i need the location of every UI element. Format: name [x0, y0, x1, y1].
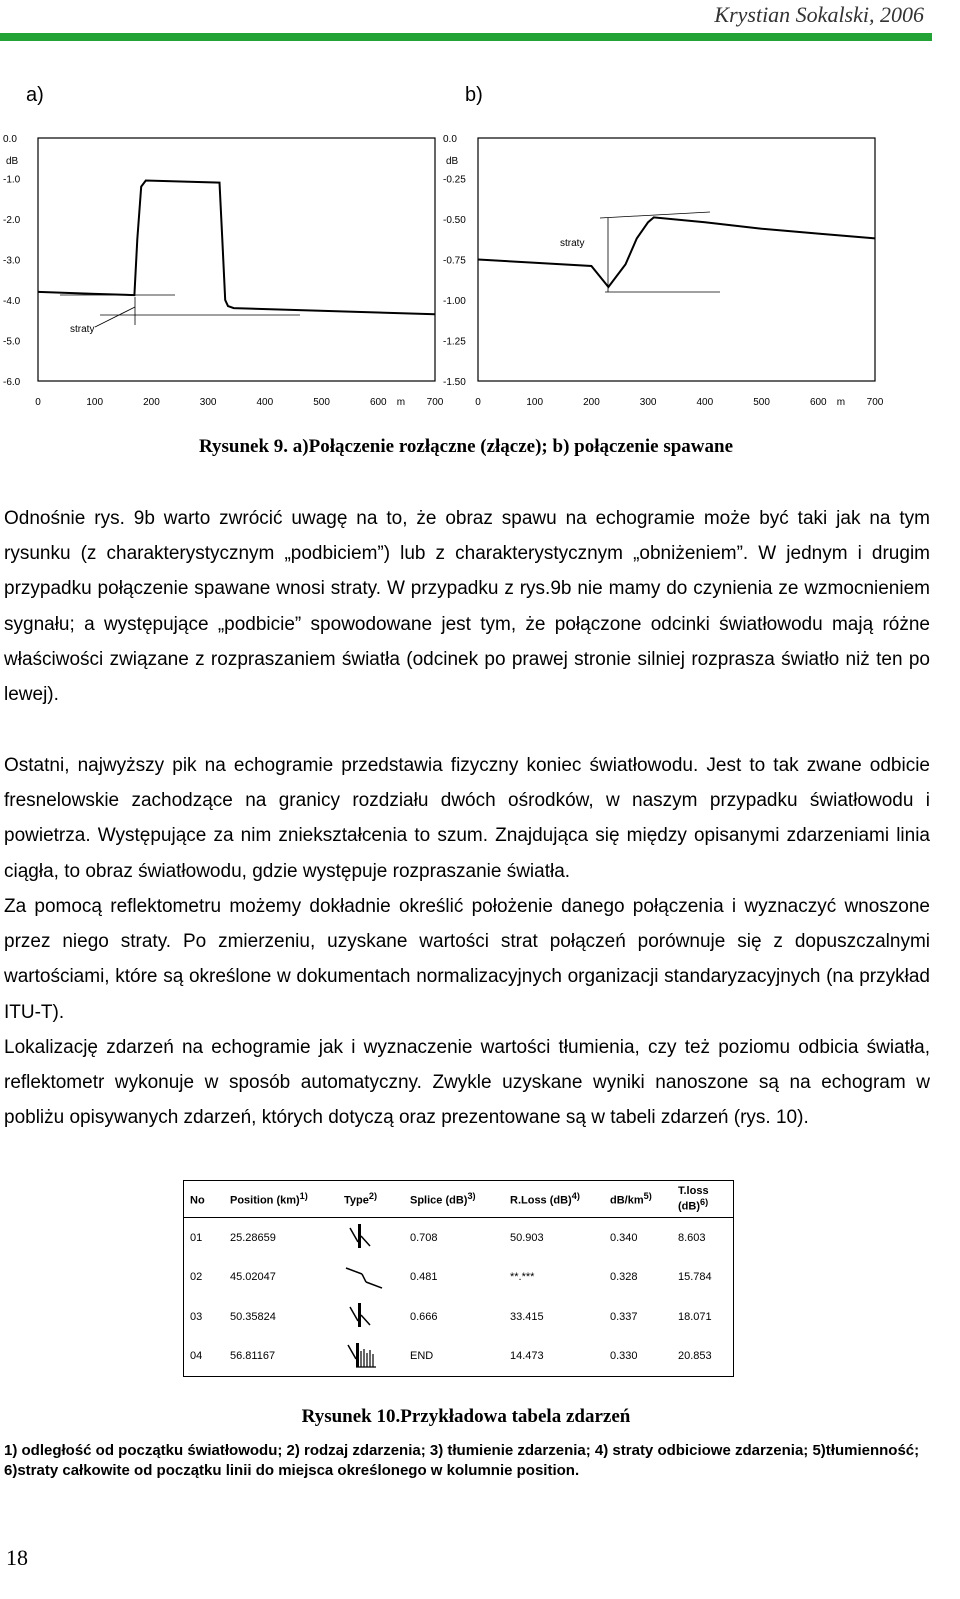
x-axis-label: m [396, 397, 406, 408]
header-dbkm: $dB/km^{5)}$ [610, 1191, 652, 1207]
x-tick-label: 100 [86, 397, 104, 408]
cell-tloss: 18.071 [678, 1310, 712, 1323]
cell-no: 01 [190, 1231, 203, 1244]
chart-b [440, 122, 890, 422]
cell-splice: 0.708 [410, 1231, 438, 1244]
cell-tloss: 15.784 [678, 1271, 712, 1284]
cell-rloss: 33.415 [510, 1310, 544, 1323]
x-tick-label: 500 [753, 397, 770, 408]
x-tick-label: 400 [696, 397, 714, 408]
y-tick-label: -3.0 [3, 255, 21, 267]
page-number: 18 [6, 1545, 28, 1570]
cell-position: 25.28659 [230, 1231, 276, 1244]
header-position: Position (km)$^{1)}$ [230, 1191, 308, 1207]
trace-line [38, 181, 435, 315]
x-tick-label: 100 [526, 397, 544, 408]
paragraph-2: Ostatni, najwyższy pik na echogramie przedstawia fizyczny koniec światłowodu. Jest to tak zwane odbicie fresnelowskie zachodzące na granicy rozdziału dwóch ośrodków, w naszym przypadku światłowodu i powietrza. Występujące za nim zniekształcenia to szum. Znajdująca się między opisanymi zdarzeniami linia ciągła, to obraz światłowodu, gdzie występuje rozpraszanie światła. [4, 755, 930, 882]
y-tick-label: -1.50 [443, 377, 466, 388]
footnote: 1) odległość od początku światłowodu; 2) rodzaj zdarzenia; 3) tłumienie zdarzenia; 4) straty odbiciowe zdarzenia; 5)tłumienność; 6)straty całkowite od początku linii do miejsca określonego w kolumnie position. [4, 1442, 920, 1479]
end-of-fiber-icon [338, 1336, 404, 1376]
x-tick-label: 400 [256, 397, 274, 408]
x-tick-label: 500 [313, 397, 330, 408]
paragraph-1: Odnośnie rys. 9b warto zwrócić uwagę na to, że obraz spawu na echogramie może być taki jak na tym rysunku (z charakterystycznym „podbiciem”) lub z charakterystycznym „obniżeniem”. W jednym i drugim przypadku połączenie spawane wnosi straty. W przypadku z rys.9b nie mamy do czynienia ze wzmocnieniem sygnału; a występujące „podbicie” spowodowane jest tym, że połączone odcinki światłowodu mają różne właściwości związane z rozpraszaniem światła (odcinek po prawej stronie silniej rozprasza światło niż ten po lewej). [4, 508, 930, 706]
x-tick-label: 600 [809, 397, 827, 408]
y-tick-label: -1.0 [3, 174, 21, 186]
header-author: Krystian Sokalski, 2006 [714, 2, 924, 27]
cell-tloss: 8.603 [678, 1231, 706, 1244]
cell-no: 02 [190, 1271, 203, 1284]
cell-dbkm: 0.337 [610, 1310, 638, 1323]
cell-splice: END [410, 1350, 434, 1363]
cell-rloss: 14.473 [510, 1350, 544, 1363]
table-row [184, 1297, 734, 1336]
cell-rloss: 50.903 [510, 1231, 544, 1244]
cell-splice: 0.481 [410, 1271, 438, 1284]
trace-line [478, 217, 875, 287]
y-tick-label: -2.0 [3, 215, 21, 226]
panel-a-label: a) [26, 84, 44, 106]
cell-dbkm: 0.340 [610, 1231, 638, 1244]
cell-dbkm: 0.330 [610, 1350, 638, 1363]
x-tick-label: 600 [369, 397, 387, 408]
y-tick-label: -6.0 [3, 377, 21, 388]
x-tick-label: 300 [639, 397, 657, 408]
chart-a [0, 122, 450, 422]
cell-no: 03 [190, 1310, 203, 1323]
plot-frame [478, 138, 875, 381]
y-tick-label: -0.75 [443, 255, 466, 267]
panel-b-label: b) [465, 84, 483, 106]
paragraph-3: Za pomocą reflektometru możemy dokładnie określić położenie danego połączenia i wyznaczyć wnoszone przez niego straty. Po zmierzeniu, uzyskane wartości strat połączeń porównuje się z dopuszczalnymi wartościami, które są określone w dokumentach normalizacyjnych organizacji standaryzacyjnych (na przykład ITU-T). [4, 896, 930, 1023]
x-tick-label: 700 [426, 397, 444, 408]
plot-frame [38, 138, 435, 381]
y-tick-label: 0.0 [443, 134, 457, 145]
paragraph-4: Lokalizację zdarzeń na echogramie jak i wyznaczenie wartości tłumienia, czy też poziomu odbicia światła, reflektometr wykonuje w sposób automatyczny. Zwykle uzyskane wyniki nanoszone są na echogram w pobliżu opisywanych zdarzeń, których dotyczą oraz prezentowane są w tabeli zdarzeń (rys. 10). [4, 1037, 930, 1129]
y-tick-label: -0.25 [443, 174, 466, 186]
cell-position: 50.35824 [230, 1310, 276, 1323]
table-header-row [184, 1181, 734, 1218]
x-tick-label: 300 [199, 397, 217, 408]
y-tick-label: -0.50 [443, 215, 466, 226]
cell-rloss: **.*** [510, 1271, 535, 1284]
cell-position: 45.02047 [230, 1271, 276, 1284]
annotation-straty: straty [70, 324, 95, 335]
header-rloss: R.Loss (dB)$^{4)}$ [510, 1191, 580, 1207]
cell-no: 04 [190, 1350, 203, 1363]
non-reflective-event-icon [338, 1258, 404, 1297]
cell-tloss: 20.853 [678, 1350, 712, 1363]
y-tick-label: -4.0 [3, 296, 21, 307]
y-tick-label: -1.00 [443, 296, 466, 307]
header-type: Type$^{2)}$ [344, 1191, 378, 1207]
cell-dbkm: 0.328 [610, 1271, 638, 1284]
header-divider [0, 33, 932, 41]
y-axis-label: dB [6, 156, 19, 167]
y-tick-label: -5.0 [3, 336, 21, 348]
figure-10-caption: Rysunek 10.Przykładowa tabela zdarzeń [301, 1406, 631, 1427]
x-tick-label: 200 [143, 397, 160, 408]
annotation-line [95, 307, 135, 327]
x-tick-label: 0 [475, 397, 481, 408]
header-no: No [190, 1194, 205, 1207]
cell-position: 56.81167 [230, 1350, 276, 1363]
header-splice: Splice (dB)$^{3)}$ [410, 1191, 476, 1207]
y-tick-label: -1.25 [443, 336, 466, 348]
x-tick-label: 700 [866, 397, 884, 408]
reflective-event-icon [338, 1218, 404, 1258]
event-table [183, 1180, 734, 1377]
cell-splice: 0.666 [410, 1310, 438, 1323]
x-tick-label: 0 [35, 397, 41, 408]
header-tloss: T.loss (dB)$^{6)}$ [678, 1185, 709, 1213]
y-tick-label: 0.0 [3, 134, 17, 145]
y-axis-label: dB [446, 156, 459, 167]
x-tick-label: 200 [583, 397, 600, 408]
annotation-straty: straty [560, 238, 585, 249]
table-row [184, 1218, 734, 1258]
table-row [184, 1336, 734, 1376]
table-row [184, 1258, 734, 1297]
reflective-event-icon [338, 1297, 404, 1336]
x-axis-label: m [836, 397, 846, 408]
figure-9-caption: Rysunek 9. a)Połączenie rozłączne (złącze); b) połączenie spawane [198, 436, 734, 457]
